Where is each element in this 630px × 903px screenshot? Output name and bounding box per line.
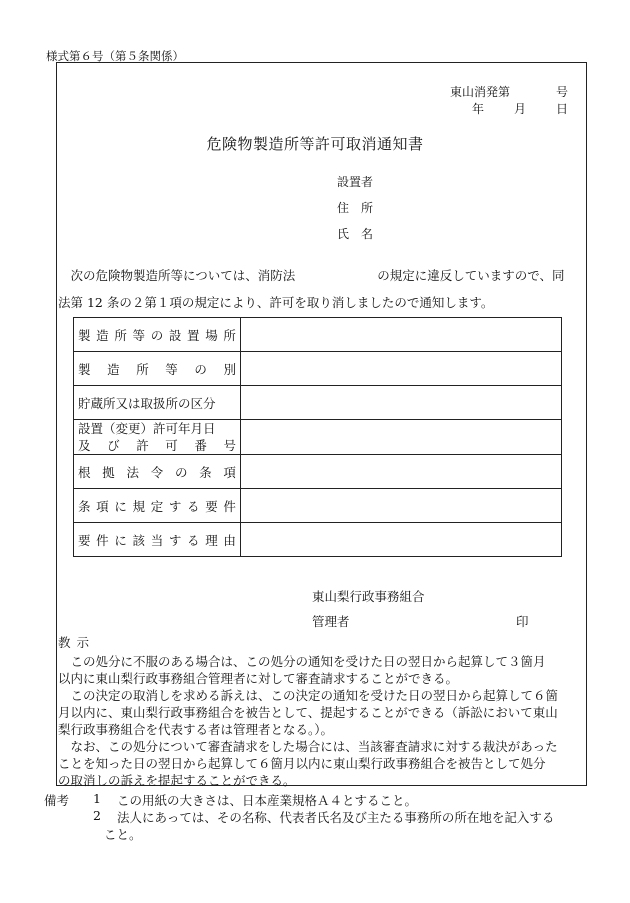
table-row: 要 件 に 該 当 す る 理 由 [74,523,562,557]
table-row: 設置（変更）許可年月日 及 び 許 可 番 号 [74,420,562,455]
remark-number: 1 [93,791,101,806]
table-row: 製 造 所 等 の 設 置 場 所 [74,318,562,352]
table-row: 条 項 に 規 定 す る 要 件 [74,489,562,523]
table-value-cell[interactable] [241,455,562,489]
table-row: 貯蔵所又は取扱所の区分 [74,386,562,420]
remark-text: この用紙の大きさは、日本産業規格Ａ４とすること。 [117,793,418,808]
form-label: 様式第６号（第５条関係） [46,49,184,63]
notice-body: 次の危険物製造所等については、消防法 の規定に違反していますので、同 法第 12 条の２第１項の規定により、許可を取り消しましたので通知します。 [58,268,565,310]
permit-info-table [73,317,562,557]
instruction-line: 月以内に、東山梨行政事務組合を被告として、提起することができる（訴訟において東山 [58,705,558,720]
remarks-label: 備考 [44,793,70,808]
table-value-cell[interactable] [241,489,562,523]
document-date [472,100,568,117]
instruction-line: ことを知った日の翌日から起算して６箇月以内に東山梨行政事務組合を被告として処分 [58,756,546,771]
seal-mark: 印 [516,614,529,629]
table-row: 根 拠 法 令 の 条 項 [74,455,562,489]
instruction-line: 梨行政事務組合を代表する者は管理者となる。）。 [58,722,334,737]
date-year: 年 [471,102,484,116]
remark-number: 2 [93,808,101,823]
date-month: 月 [513,102,526,116]
document-number [450,83,568,100]
name-label: 氏 名 [337,227,374,241]
remark-text: 法人にあっては、その名称、代表者氏名及び主たる事務所の所在地を記入する [117,810,555,825]
table-value-cell[interactable] [241,352,562,386]
table-value-cell[interactable] [241,318,562,352]
document-title: 危険物製造所等許可取消通知書 [206,135,424,153]
instruction-line: の取消しの訴えを提起することができる。 [58,773,296,788]
instruction-heading: 教示 [58,635,96,650]
instruction-line: この決定の取消しを求める訴えは、この決定の通知を受けた日の翌日から起算して６箇 [70,688,559,703]
table-row: 製 造 所 等 の 別 [74,352,562,386]
issuer-manager-label: 管理者 [312,614,350,629]
document-number-prefix: 東山消発第 [449,85,510,99]
instruction-line: 以内に東山梨行政事務組合管理者に対して審査請求することができる。 [58,671,459,686]
remark-text-continued: こと。 [104,827,142,842]
installer-label: 設置者 [337,175,374,189]
table-value-cell[interactable] [241,386,562,420]
issuer-organization: 東山梨行政事務組合 [312,589,425,604]
date-day: 日 [555,102,568,116]
document-number-suffix: 号 [555,85,568,99]
address-label: 住 所 [337,201,374,215]
table-value-cell[interactable] [241,420,562,455]
instruction-line: なお、この処分について審査請求をした場合には、当該審査請求に対する裁決があった [70,739,558,754]
table-value-cell[interactable] [241,523,562,557]
instruction-line: この処分に不服のある場合は、この処分の通知を受けた日の翌日から起算して３箇月 [70,654,546,669]
